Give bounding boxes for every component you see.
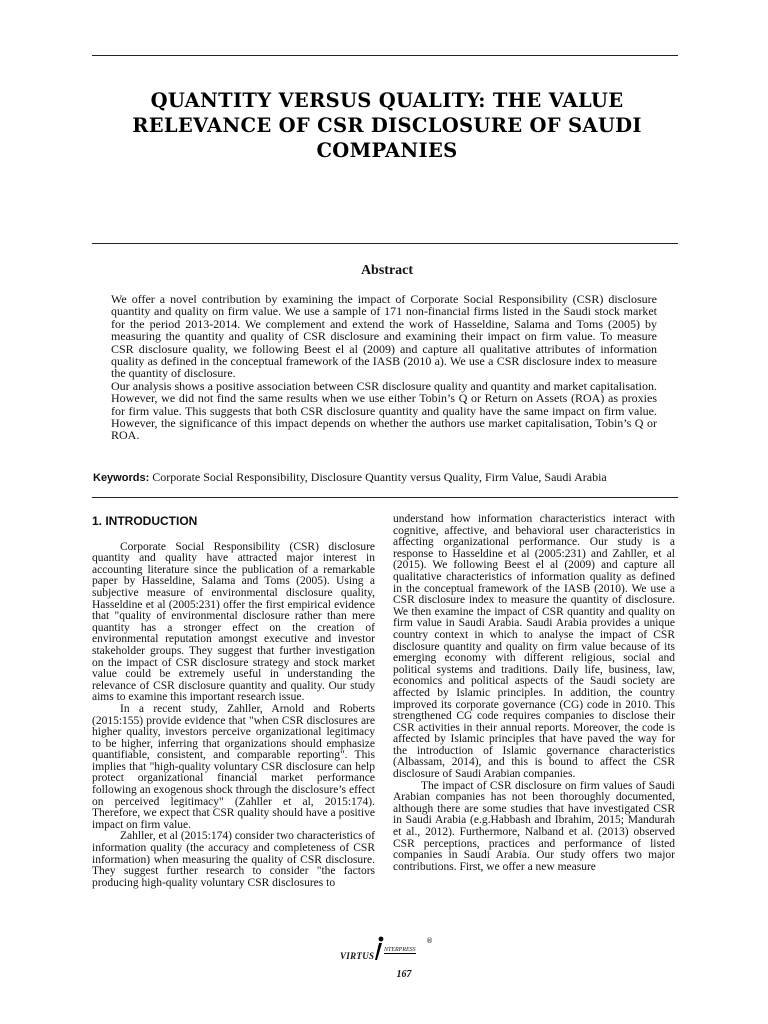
logo-interpress-text: NTERPRESS <box>384 947 416 953</box>
paper-title: QUANTITY VERSUS QUALITY: THE VALUE RELEVANCE OF CSR DISCLOSURE OF SAUDI COMPANIES <box>132 89 642 162</box>
body-paragraph: The impact of CSR disclosure on firm values of Saudi Arabian companies has not been thoroughly documented, although there are some studies that have investigated CSR in Saudi Arabia (e.g.Habbash and Ibrahim, 2015; Mandurah et al., 2012). Furthermore, Nalband et al. (2013) observed CSR perceptions, practices and performance of listed companies in Saudi Arabia. Our study offers two major contributions. First, we offer a new measure <box>393 779 675 873</box>
abstract-paragraph: We offer a novel contribution by examining the impact of Corporate Social Responsibility (CSR) disclosure quantity and quality on firm value. We use a sample of 171 non-financial firms listed in the Saudi stock market for the period 2013-2014. We complement and extend the work of Hasseldine, Salama and Toms (2005) by measuring the quantity and quality of CSR disclosure and examining their impact on firm value. To measure CSR disclosure quality, we following Beest el al (2009) and capture all qualitative attributes of information quality as defined in the conceptual framework of the IASB (2010 a). We use a CSR disclosure index to measure the quantity of disclosure. <box>111 292 657 381</box>
section-heading: 1. INTRODUCTION <box>92 514 198 528</box>
body-paragraph: understand how information characteristics interact with cognitive, affective, and behavioral user characteristics in affecting organizational performance. Our study is a response to Hasseldine et al (2005:231) and Zahller, et al (2015). We following Beest el al (2009) and capture all qualitative characteristics of information quality as defined in the conceptual framework of the IASB (2010). We use a CSR disclosure index to measure the quantity of disclosure. We then examine the impact of CSR quantity and quality on firm value in Saudi Arabia. Saudi Arabia provides a unique country context in which to analyse the impact of CSR disclosure quantity and quality on firm value because of its emerging economy with different religious, social and political systems and traditions. Daily life, business, law, economics and political aspects of the Saudi society are affected by Islamic principles. In addition, the country improved its corporate governance (CG) code in 2010. This strengthened CG code requires companies to disclose their CSR activities in their annual reports. Moreover, the code is affected by Islamic principles that have paved the way for the introduction of Islamic governance characteristics (Albassam, 2014), and this is bound to affect the CSR disclosure of Saudi Arabian companies. <box>393 513 675 781</box>
body-paragraph: In a recent study, Zahller, Arnold and Roberts (2015:155) provide evidence that "when CSR disclosures are higher quality, investors perceive organizational legitimacy to be higher, inferring that organizations should emphasize quantifiable, consistent, and comparable reporting". This implies that "high-quality voluntary CSR disclosure can help protect organizational financial market performance following an exogenous shock through the disclosure’s effect on perceived legitimacy" (Zahller et al, 2015:174). Therefore, we expect that CSR quality should have a positive impact on firm value. <box>92 702 375 831</box>
title-bottom-rule <box>92 243 678 244</box>
abstract-heading: Abstract <box>360 263 414 278</box>
publisher-logo <box>340 937 436 968</box>
page-number: 167 <box>396 969 412 980</box>
right-column <box>393 514 675 873</box>
abstract-paragraph: Our analysis shows a positive association between CSR disclosure quality and quantity and market capitalisation. However, we did not find the same results when we use either Tobin’s Q or Return on Assets (ROA) as proxies for firm value. This suggests that both CSR disclosure quantity and quality have the same impact on firm value. However, the significance of this impact depends on whether the authors use market capitalisation, Tobin’s Q or ROA. <box>111 378 657 443</box>
abstract-body <box>111 293 657 442</box>
registered-mark: ® <box>426 937 433 945</box>
body-paragraph: Zahller, et al (2015:174) consider two characteristics of information quality (the accuracy and completeness of CSR information) when measuring the quality of CSR disclosure. They suggest further research to consider "the factors producing high-quality voluntary CSR disclosures to <box>92 830 375 889</box>
keywords-bottom-rule <box>92 497 678 498</box>
body-paragraph: Corporate Social Responsibility (CSR) disclosure quantity and quality have attracted major interest in accounting literature since the publication of a remarkable paper by Hasseldine, Salama and Toms (2005). Using a subjective measure of environmental disclosure quality, Hasseldine et al (2005:231) offer the first empirical evidence that "quality of environmental disclosure rather than mere quantity has a stronger effect on the creation of environmental reputation amongst executive and investor stakeholder groups. They suggest that further investigation on the impact of CSR disclosure strategy and stock market value could be extremely useful in understanding the relevance of CSR disclosure quantity and quality. Our study aims to examine this important research issue. <box>92 540 375 704</box>
top-rule <box>92 55 678 56</box>
keywords-text: Corporate Social Responsibility, Disclosure Quantity versus Quality, Firm Value, Saudi Arabia <box>152 470 607 484</box>
keywords-label: Keywords: <box>93 472 150 484</box>
keywords <box>93 470 683 485</box>
logo-virtus-text: VIRTUS <box>340 951 375 961</box>
left-column <box>92 514 375 889</box>
